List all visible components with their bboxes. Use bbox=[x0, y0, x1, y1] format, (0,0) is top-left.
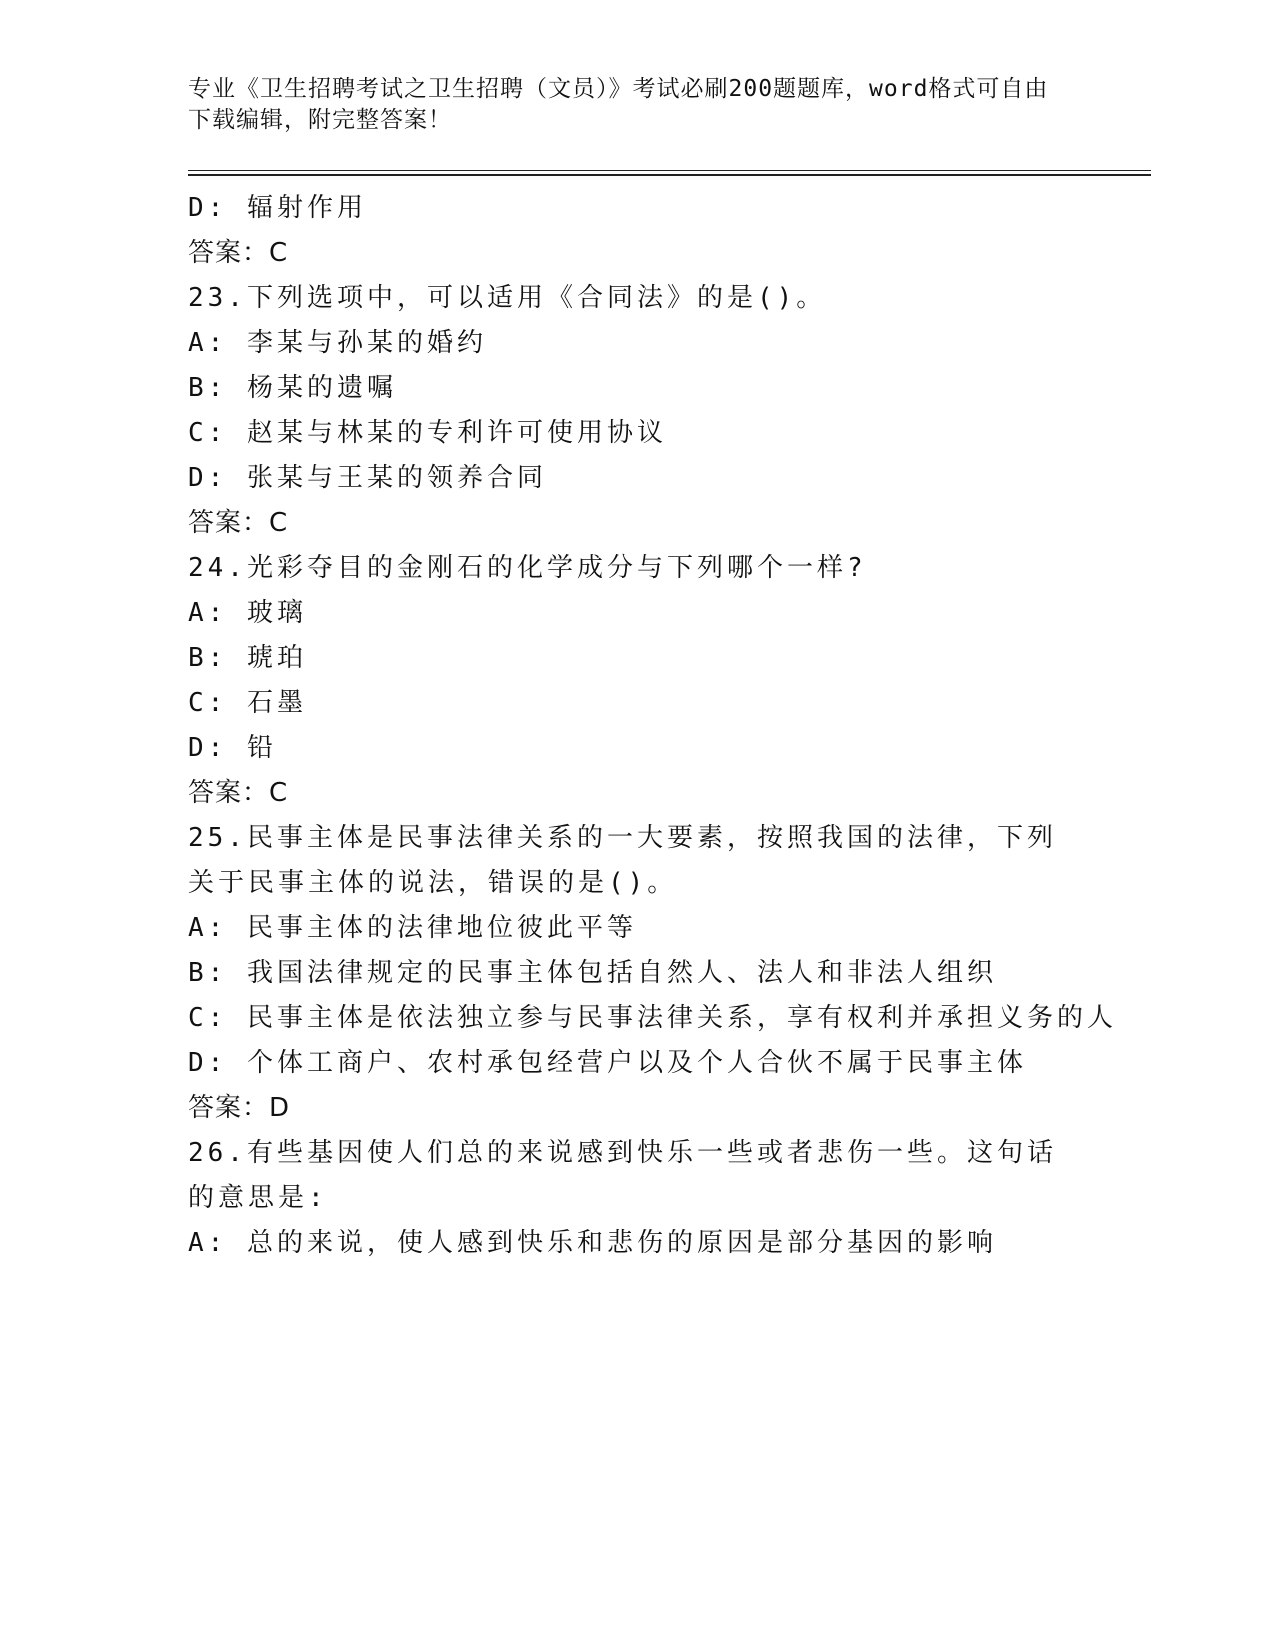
question-26 bbox=[188, 1131, 1088, 1266]
document-header: 专业《卫生招聘考试之卫生招聘（文员）》考试必刷200题题库，word格式可自由下载编辑，附完整答案！ bbox=[188, 76, 1049, 133]
option-a: A: 民事主体的法律地位彼此平等 bbox=[188, 913, 637, 943]
question-24 bbox=[188, 546, 1088, 816]
option-c: C: 石墨 bbox=[188, 688, 307, 718]
question-text: 25.民事主体是民事法律关系的一大要素，按照我国的法律，下列关于民事主体的说法，错误的是()。 bbox=[188, 823, 1057, 898]
option-b: B: 我国法律规定的民事主体包括自然人、法人和非法人组织 bbox=[188, 958, 997, 988]
option-c: C: 民事主体是依法独立参与民事法律关系，享有权利并承担义务的人 bbox=[188, 1003, 1117, 1033]
answer-line: 答案：C bbox=[188, 778, 289, 808]
option-a: A: 玻璃 bbox=[188, 598, 307, 628]
question-text: 26.有些基因使人们总的来说感到快乐一些或者悲伤一些。这句话的意思是: bbox=[188, 1138, 1057, 1213]
option-d: D: 辐射作用 bbox=[188, 193, 367, 223]
question-text: 24.光彩夺目的金刚石的化学成分与下列哪个一样? bbox=[188, 553, 867, 583]
option-d: D: 张某与王某的领养合同 bbox=[188, 463, 547, 493]
option-c: C: 赵某与林某的专利许可使用协议 bbox=[188, 418, 667, 448]
answer-line: 答案：D bbox=[188, 1093, 291, 1123]
document-body bbox=[188, 186, 1117, 1266]
question-23 bbox=[188, 276, 1088, 546]
option-a: A: 李某与孙某的婚约 bbox=[188, 328, 487, 358]
option-b: B: 琥珀 bbox=[188, 643, 307, 673]
option-d: D: 铅 bbox=[188, 733, 277, 763]
answer-line: 答案：C bbox=[188, 508, 289, 538]
header-rule-thick bbox=[188, 174, 1151, 176]
option-a: A: 总的来说，使人感到快乐和悲伤的原因是部分基因的影响 bbox=[188, 1228, 997, 1258]
header-rule-thin bbox=[188, 170, 1151, 171]
question-25 bbox=[188, 816, 1117, 1131]
answer-line: 答案：C bbox=[188, 238, 289, 268]
question-text: 23.下列选项中，可以适用《合同法》的是()。 bbox=[188, 283, 827, 313]
previous-question-tail bbox=[188, 186, 1088, 276]
option-d: D: 个体工商户、农村承包经营户以及个人合伙不属于民事主体 bbox=[188, 1048, 1027, 1078]
option-b: B: 杨某的遗嘱 bbox=[188, 373, 397, 403]
